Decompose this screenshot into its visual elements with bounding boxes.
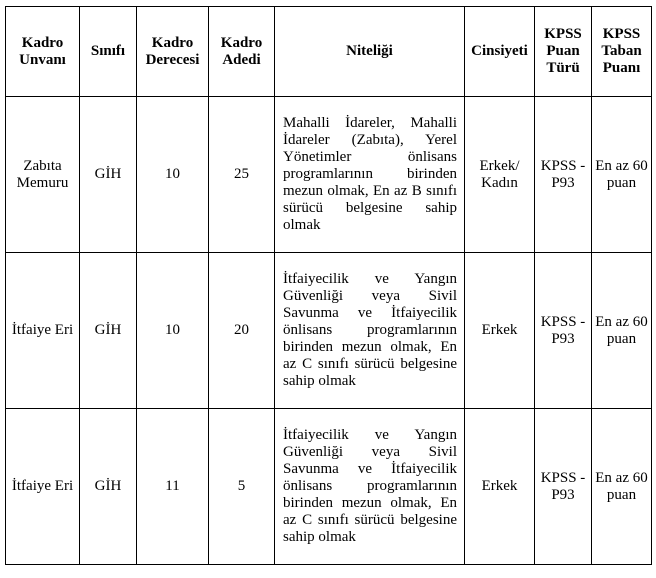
cell-kadro-derecesi: 10 (137, 97, 209, 253)
header-row (6, 7, 652, 97)
table-row (6, 97, 652, 253)
cell-cinsiyeti: Erkek (465, 253, 535, 409)
kadro-table (5, 6, 652, 565)
header-kadro-adedi: Kadro Adedi (209, 7, 275, 97)
header-kadro-derecesi: Kadro Derecesi (137, 7, 209, 97)
header-cinsiyeti: Cinsiyeti (465, 7, 535, 97)
cell-kpss-puan-turu: KPSS -P93 (535, 253, 592, 409)
header-niteligi: Niteliği (275, 7, 465, 97)
cell-cinsiyeti: Erkek/ Kadın (465, 97, 535, 253)
cell-niteligi: İtfaiyecilik ve Yangın Güvenliği veya Sivil Savunma ve İtfaiyecilik önlisans programlarının birinden mezun olmak, En az C sınıfı sürücü belgesine sahip olmak (275, 409, 465, 565)
cell-kadro-adedi: 5 (209, 409, 275, 565)
cell-sinifi: GİH (80, 253, 137, 409)
header-sinifi: Sınıfı (80, 7, 137, 97)
cell-kadro-derecesi: 11 (137, 409, 209, 565)
cell-cinsiyeti: Erkek (465, 409, 535, 565)
cell-kadro-derecesi: 10 (137, 253, 209, 409)
header-kpss-taban-puani: KPSS Taban Puanı (592, 7, 652, 97)
cell-kadro-unvani: İtfaiye Eri (6, 409, 80, 565)
header-kadro-unvani: Kadro Unvanı (6, 7, 80, 97)
table-row (6, 253, 652, 409)
header-kpss-puan-turu: KPSS Puan Türü (535, 7, 592, 97)
cell-niteligi: Mahalli İdareler, Mahalli İdareler (Zabıta), Yerel Yönetimler önlisans programlarının birinden mezun olmak, En az B sınıfı sürücü belgesine sahip olmak (275, 97, 465, 253)
cell-kpss-taban-puani: En az 60 puan (592, 97, 652, 253)
cell-kadro-adedi: 25 (209, 97, 275, 253)
cell-sinifi: GİH (80, 409, 137, 565)
cell-kadro-adedi: 20 (209, 253, 275, 409)
table-row (6, 409, 652, 565)
cell-kpss-puan-turu: KPSS -P93 (535, 409, 592, 565)
cell-kpss-taban-puani: En az 60 puan (592, 409, 652, 565)
cell-kpss-taban-puani: En az 60 puan (592, 253, 652, 409)
cell-niteligi: İtfaiyecilik ve Yangın Güvenliği veya Sivil Savunma ve İtfaiyecilik önlisans programlarının birinden mezun olmak, En az C sınıfı sürücü belgesine sahip olmak (275, 253, 465, 409)
cell-kpss-puan-turu: KPSS -P93 (535, 97, 592, 253)
cell-sinifi: GİH (80, 97, 137, 253)
cell-kadro-unvani: İtfaiye Eri (6, 253, 80, 409)
cell-kadro-unvani: Zabıta Memuru (6, 97, 80, 253)
